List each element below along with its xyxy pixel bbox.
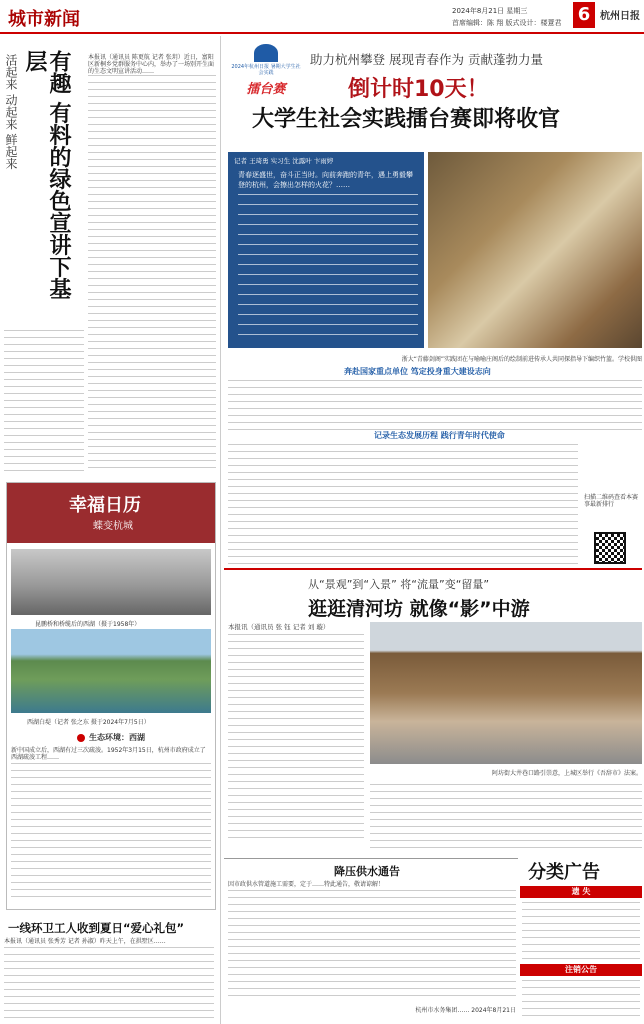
calendar-photo-new — [11, 629, 211, 713]
lower-left-body-lead: 本报讯（通讯员 张秀芳 记者 孙淑）昨天上午，在拱墅区…… — [4, 938, 214, 945]
main-article — [224, 36, 644, 566]
masthead — [0, 0, 644, 34]
main-body-1 — [228, 380, 642, 430]
logo-caption: 2024年杭州日报 暑期大学生社会实践 — [231, 64, 301, 76]
lower-left-article — [0, 916, 218, 1024]
left-article-body — [88, 54, 216, 472]
main-byline: 记者 王琦勇 实习生 沈露叶 卞雨婷 — [234, 157, 334, 165]
left-article — [0, 36, 218, 472]
main-photo-caption: 浙大“青藤剑阁”实践团在与喻喻庄阁后的绘制前进传承人共同探指导下编织竹篮。学校供图 — [401, 356, 642, 363]
notice-body-lead: 因市政供水管道施工需要，定于……特此通告，敬请谅解！ — [228, 881, 516, 888]
classified-title: 分类广告 — [528, 862, 600, 883]
notice-box — [224, 858, 518, 1022]
classified-lost-body — [522, 902, 640, 962]
main-kicker: 助力杭州攀登 展现青春作为 贡献蓬勃力量 — [310, 52, 543, 67]
classified-cancel: 注销公告 — [520, 964, 642, 976]
lower-left-body — [4, 940, 214, 1020]
calendar-subtitle: 蝶变杭城 — [93, 521, 133, 532]
film-photo-caption: 阿坊街大井巷口路引崇意，上城区举行《吾辞市》法案。 — [491, 770, 642, 777]
film-article — [224, 572, 644, 777]
main-lead-box — [228, 152, 424, 348]
calendar-caption-1: 昆鹏桥和桥缆后的西湖（摄于1958年） — [35, 621, 141, 628]
calendar-body — [11, 749, 211, 899]
classified-cancel-body — [522, 980, 640, 1020]
film-body-2 — [370, 784, 642, 854]
left-article-side-title: 活起来 动起来 鲜起来 — [4, 54, 18, 170]
main-photo — [428, 152, 642, 348]
main-headline: 倒计时10天！ — [348, 77, 489, 102]
main-subheadline: 大学生社会实践擂台赛即将收官 — [252, 107, 561, 132]
calendar-box — [6, 482, 216, 910]
left-article-body-lower — [4, 330, 84, 472]
page-number: 6 — [573, 2, 595, 28]
section-name: 城市新闻 — [8, 9, 80, 30]
lower-left-title: 一线环卫工人收到夏日“爱心礼包” — [8, 921, 185, 935]
section-rule — [224, 568, 642, 570]
main-lead-lines — [238, 194, 418, 342]
calendar-caption-2: 西湖白堤（记者 张之东 摄于2024年7月5日） — [27, 719, 150, 726]
film-body — [228, 634, 364, 844]
left-article-title: 有趣 有料的绿色宣讲下基层 — [22, 50, 71, 300]
film-photo — [370, 622, 642, 764]
notice-title: 降压供水通告 — [334, 865, 400, 878]
paper-name: 杭州日报 — [600, 11, 640, 22]
notice-signoff: 杭州市水务集团…… 2024年8月21日 — [415, 1007, 516, 1014]
logo-name: 擂台赛 — [246, 82, 286, 97]
eco-icon — [77, 734, 85, 742]
page-date: 2024年8月21日 星期三 — [452, 7, 528, 15]
calendar-body-lead: 新中国成立后，西湖有过三次疏浚。1952年3月15日，杭州市政府成立了西湖疏浚工程…… — [11, 747, 211, 761]
left-article-lead: 本报讯（通讯员 陈更航 记者 张玥）近日，富阳区新桐乡党群服务中心内，举办了一场别开生面的生态文明宣讲活动…… — [88, 54, 215, 75]
calendar-eco-label: 生态环境：西湖 — [89, 733, 145, 742]
main-sub2: 记录生态发展历程 践行青年时代使命 — [374, 431, 505, 440]
calendar-title: 幸福日历 — [69, 495, 141, 516]
competition-logo — [230, 44, 302, 104]
page-editors: 首席编辑：陈 翔 版式设计：楼薏君 — [452, 19, 562, 27]
film-kicker: 从“景观”到“入景” 将“流量”变“留量” — [308, 578, 490, 591]
notice-body — [228, 883, 516, 999]
logo-emblem-icon — [254, 44, 278, 62]
main-body-2 — [228, 444, 578, 564]
classified-box — [520, 858, 642, 1022]
calendar-photo-old — [11, 549, 211, 615]
qr-caption: 扫描二维码查看本赛事最新排行 — [584, 494, 639, 508]
qr-code — [594, 532, 626, 564]
film-headline: 逛逛清河坊 就像“影”中游 — [308, 598, 530, 620]
column-divider — [220, 36, 221, 1024]
main-lead: 青春逐盛世，奋斗正当时。向前奔跑的青年，遇上勇毅攀登的杭州，会擦出怎样的火花？…… — [238, 171, 413, 189]
film-byline: 本报讯（通讯员 张 钰 记者 刘 璇） — [228, 623, 330, 631]
main-sub1: 奔赴国家重点单位 笃定投身重大建设志向 — [344, 367, 491, 376]
calendar-header — [7, 483, 215, 543]
classified-lost: 遗 失 — [520, 886, 642, 898]
